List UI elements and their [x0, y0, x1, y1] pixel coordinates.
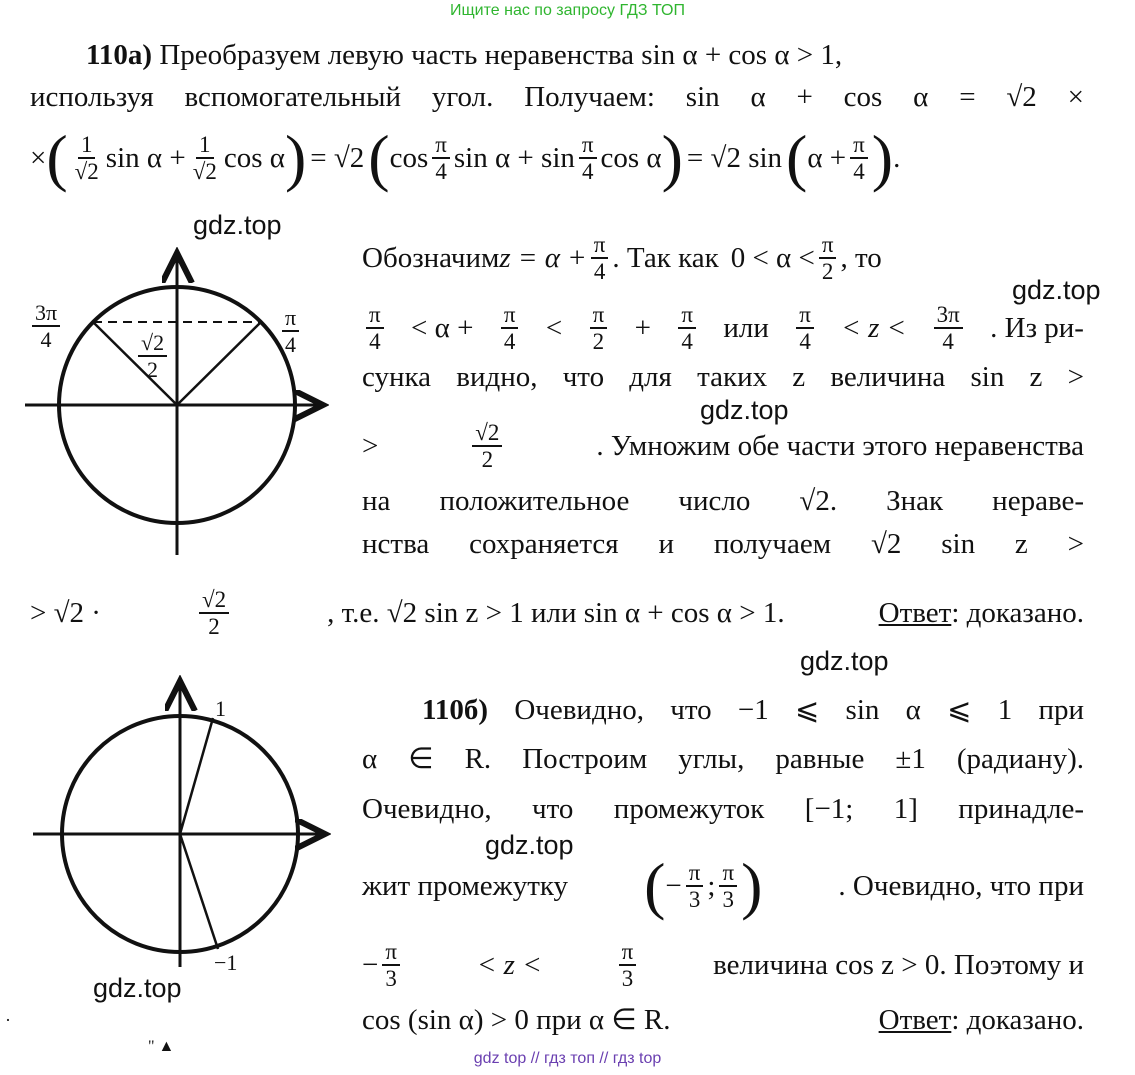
term-cos: cos α [223, 142, 285, 174]
cos-word: cos [389, 142, 429, 174]
p110a-line1-text: Преобразуем левую часть неравенства sin α + cos α > 1, [159, 39, 843, 71]
p110b-line3: Очевидно, что промежуток [−1; 1] принадле- [362, 793, 1084, 825]
label-sqrt2-2: $\frac{√2}{2}$ [138, 330, 167, 382]
watermark-1: gdz.top [193, 210, 282, 240]
p110b-line5: − $\frac{\pi}{3}$ < z < $\frac{\pi}{3}$ величина cos z > 0. Поэтому и [362, 939, 1084, 991]
p110b-line6: cos (sin α) > 0 при α ∈ R. Ответ: доказано. [362, 1004, 1084, 1036]
frac-pi4-d: $\frac{\pi}{4}$ [591, 232, 609, 284]
label-plus1: 1 [215, 696, 226, 721]
frac-2: $\frac{1}{√2}$ [192, 132, 217, 184]
eq-sqrt2-sin: = √2 sin [686, 142, 783, 174]
p110b-line2: α ∈ R. Построим углы, равные ±1 (радиану). [362, 743, 1084, 775]
p110b-label: 110б) [422, 694, 489, 726]
p110a-r5: на положительное число √2. Знак нераве- [362, 485, 1084, 517]
p110a-r1: Обозначим z = α + $\frac{\pi}{4}$ . Так как 0 < α < $\frac{\pi}{2}$ , то [362, 232, 882, 284]
period: . [893, 142, 901, 174]
watermark-4: gdz.top [800, 646, 889, 676]
p110a-r4: > $\frac{√2}{2}$ . Умножим обе части этого неравенства [362, 420, 1084, 472]
top-banner[interactable]: Ищите нас по запросу ГДЗ ТОП [450, 2, 685, 19]
radius-minus1 [180, 834, 218, 949]
p110a-line1 [86, 38, 1084, 72]
bottom-banner[interactable]: gdz top // гдз топ // гдз top [473, 1050, 662, 1067]
eq-sqrt2: = √2 [310, 142, 365, 174]
term-sin: sin α + [105, 142, 186, 174]
bottom-mark: " ▲ [148, 1038, 175, 1055]
answer-label-a: Ответ [878, 597, 952, 629]
frac-1: $\frac{1}{√2}$ [74, 132, 99, 184]
p110b-line4: жит промежутку ( − $\frac{\pi}{3}$ ; $\frac{\pi}{3}$ ) . Очевидно, что при [362, 850, 1084, 921]
watermark-6: gdz.top [93, 973, 182, 1003]
watermark-2: gdz.top [1012, 275, 1101, 305]
paren-open-2: ( [368, 122, 390, 193]
times-sign: × [30, 142, 47, 174]
paren-close: ) [284, 122, 307, 193]
paren-open-3: ( [786, 122, 808, 193]
p110a-line3 [30, 118, 1090, 198]
paren-close-2: ) [661, 122, 683, 193]
label-minus1: −1 [214, 950, 238, 975]
p110a-r6: нства сохраняется и получаем √2 sin z > [362, 528, 1084, 560]
p110a-r3: сунка видно, что для таких z величина sin z > [362, 361, 1084, 393]
answer-label-b: Ответ [878, 1004, 952, 1036]
label-pi4: $\frac{\pi}{4}$ [282, 305, 299, 357]
p110a-final: > √2 · $\frac{√2}{2}$ , т.е. √2 sin z > 1 или sin α + cos α > 1. Ответ: доказано. [30, 587, 1084, 639]
label-3pi4: $\frac{3\pi}{4}$ [32, 300, 60, 352]
radius-pi4 [177, 322, 261, 405]
watermark-3: gdz.top [700, 395, 789, 425]
sin-a-plus-sin: sin α + sin [453, 142, 575, 174]
stray-dot: · [5, 1010, 11, 1030]
cos-a: cos α [600, 142, 662, 174]
unit-circle-figure-2 [25, 675, 335, 975]
p110a-label: 110а) [86, 39, 153, 71]
watermark-5: gdz.top [485, 830, 574, 860]
frac-pi2: $\frac{\pi}{2}$ [819, 232, 837, 284]
p110b-line1: 110б) Очевидно, что −1 ⩽ sin α ⩽ 1 при [422, 694, 1084, 726]
p110a-r2: $\frac{\pi}{4}$ < α + $\frac{\pi}{4}$ < $\frac{\pi}{2}$ + $\frac{\pi}{4}$ или $\frac{\pi}{4}$ < z < $\frac{3\pi}{4}$ . Из ри- [362, 300, 1084, 356]
p110a-line2: используя вспомогательный угол. Получаем: sin α + cos α = √2 × [30, 81, 1084, 113]
paren-open: ( [46, 122, 68, 193]
frac-pi4-b: $\frac{\pi}{4}$ [579, 132, 597, 184]
paren-close-3: ) [871, 122, 894, 193]
unit-circle-figure-1 [25, 245, 335, 560]
frac-pi4-a: $\frac{\pi}{4}$ [432, 132, 450, 184]
radius-plus1 [180, 718, 213, 834]
frac-pi4-c: $\frac{\pi}{4}$ [850, 132, 868, 184]
alpha-plus: α + [807, 142, 847, 174]
